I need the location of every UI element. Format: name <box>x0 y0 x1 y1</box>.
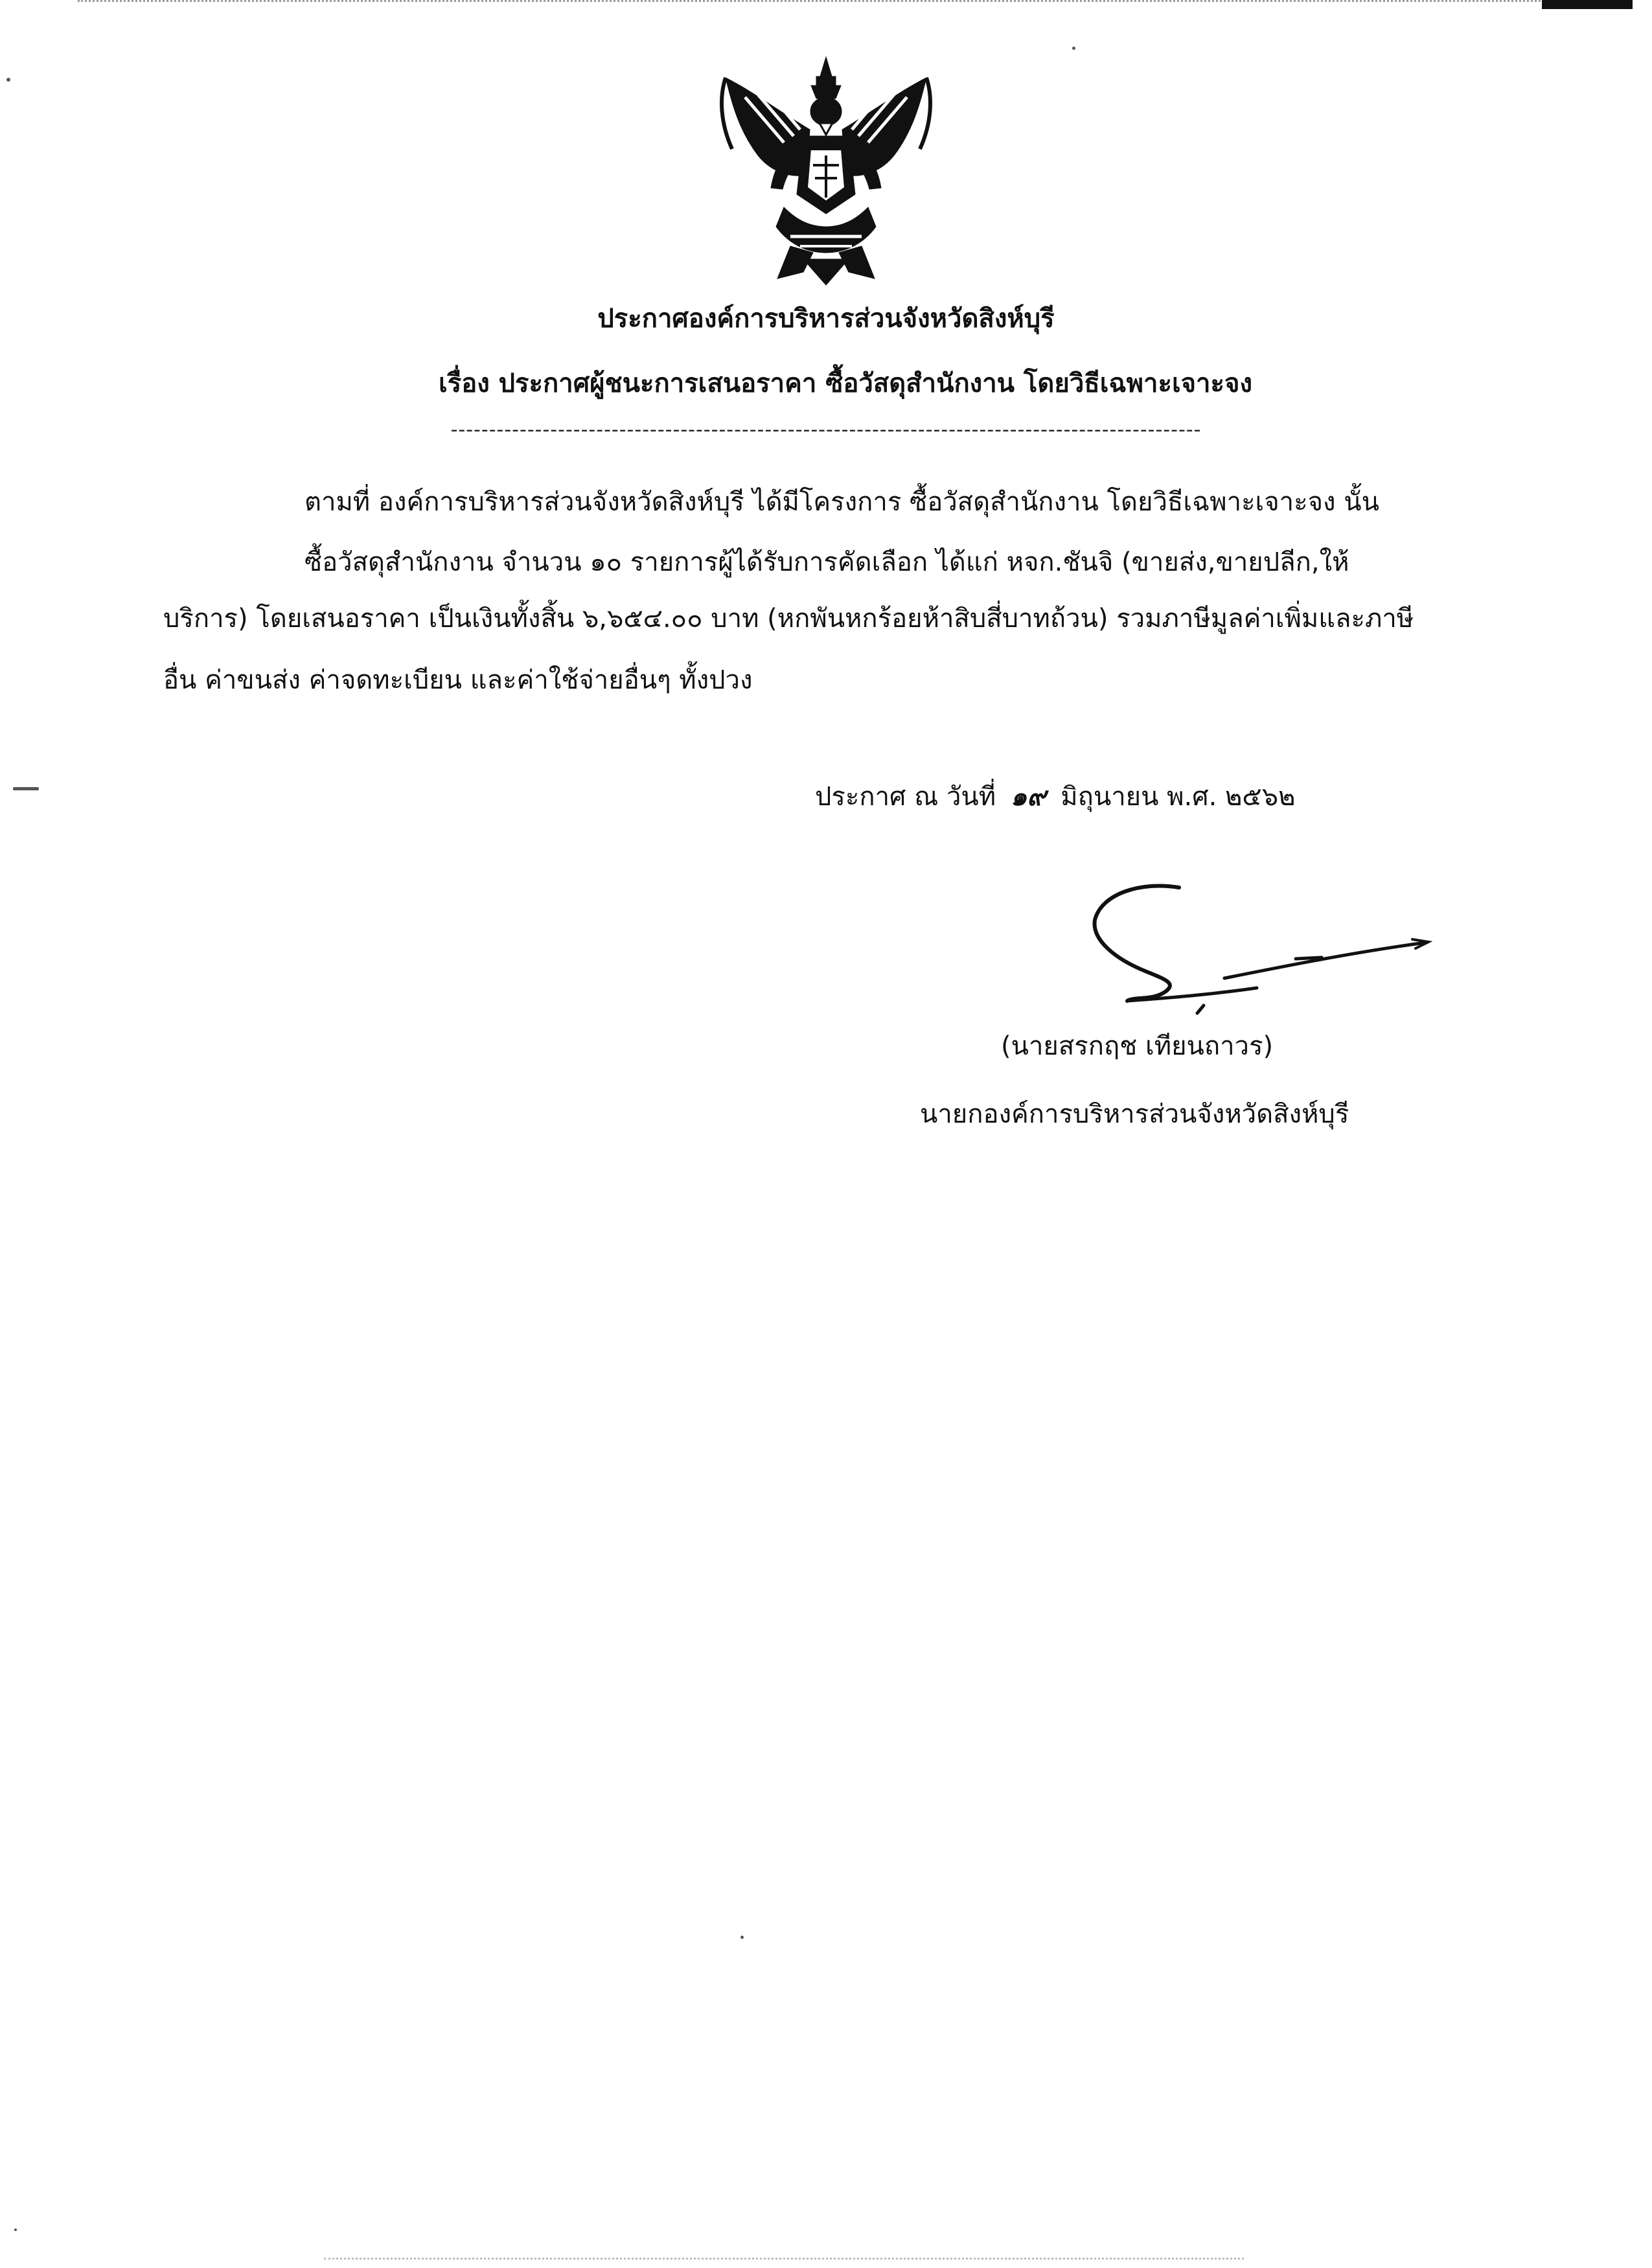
scan-corner-mark <box>1542 0 1633 9</box>
scan-speck <box>13 787 39 790</box>
scan-speck <box>1072 47 1075 50</box>
scan-bottom-shadow <box>324 2258 1244 2262</box>
date-day: ๑๙ <box>1010 782 1046 812</box>
scan-speck <box>6 78 10 82</box>
body-paragraph-line: ตามที่ องค์การบริหารส่วนจังหวัดสิงห์บุรี ได้มีโครงการ ซื้อวัสดุสำนักงาน โดยวิธีเฉพาะเจาะจง นั้น <box>304 487 1379 517</box>
garuda-emblem-icon <box>706 52 946 292</box>
signer-name: (นายสรกฤช เทียนถาวร) <box>1001 1031 1274 1061</box>
announcement-date <box>815 777 1295 816</box>
body-paragraph-line: อื่น ค่าขนส่ง ค่าจดทะเบียน และค่าใช้จ่ายอื่นๆ ทั้งปวง <box>163 665 753 695</box>
title-divider: -------------------------------------------------------------------------------------------------- <box>450 418 1202 441</box>
date-month-year: มิถุนายน พ.ศ. ๒๕๖๒ <box>1061 782 1296 812</box>
body-paragraph-line: ซื้อวัสดุสำนักงาน จำนวน ๑๐ รายการผู้ได้รับการคัดเลือก ได้แก่ หจก.ชันจิ (ขายส่ง,ขายปลีก,ให้ <box>304 547 1349 577</box>
announcement-title: ประกาศองค์การบริหารส่วนจังหวัดสิงห์บุรี <box>597 304 1055 334</box>
body-paragraph-line: บริการ) โดยเสนอราคา เป็นเงินทั้งสิ้น ๖,๖๕๔.๐๐ บาท (หกพันหกร้อยห้าสิบสี่บาทถ้วน) รวมภาษีมูลค่าเพิ่มและภาษี <box>163 604 1414 634</box>
scan-speck <box>14 2228 17 2231</box>
announcement-subject: เรื่อง ประกาศผู้ชนะการเสนอราคา ซื้อวัสดุสำนักงาน โดยวิธีเฉพาะเจาะจง <box>439 369 1252 398</box>
scan-edge-line <box>78 0 1568 5</box>
handwritten-signature <box>1062 868 1438 1024</box>
signer-position: นายกองค์การบริหารส่วนจังหวัดสิงห์บุรี <box>920 1099 1349 1129</box>
date-prefix: ประกาศ ณ วันที่ <box>815 782 996 812</box>
scan-speck <box>740 1936 744 1939</box>
